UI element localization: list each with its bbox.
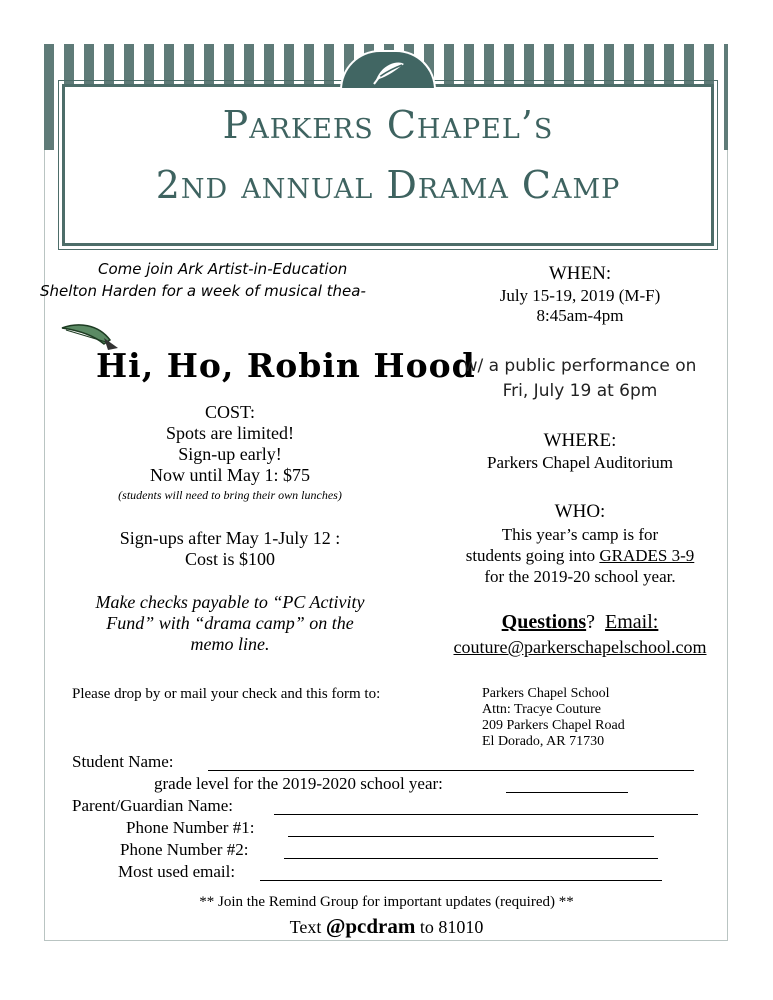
title-banner — [62, 84, 714, 246]
parent-name-label: Parent/Guardian Name: — [72, 796, 233, 815]
grade-level-field[interactable] — [506, 792, 628, 793]
address-street: 209 Parkers Chapel Road — [482, 718, 625, 733]
phone-2-label: Phone Number #2: — [120, 840, 249, 859]
who-line-2 — [412, 545, 748, 566]
checks-line-1: Make checks payable to “PC Activity — [95, 592, 365, 612]
email-field[interactable] — [260, 880, 662, 881]
cost-note: (students will need to bring their own lunches) — [118, 488, 342, 502]
student-name-field[interactable] — [208, 770, 694, 771]
questions-heading — [410, 610, 750, 635]
student-name-label: Student Name: — [72, 752, 174, 771]
show-title: Hi, Ho, Robin Hood — [96, 346, 476, 385]
questions-section — [410, 610, 750, 660]
title-line-1: Parkers Chapel’s — [222, 103, 554, 147]
cost-line-2: Sign-up early! — [178, 444, 282, 464]
email-label-form: Most used email: — [118, 862, 236, 881]
performance-line-1: w/ a public performance on — [463, 356, 697, 376]
questions-label: Questions — [501, 611, 587, 633]
cost-section — [60, 402, 400, 504]
cost-heading: COST: — [204, 402, 256, 422]
address-city: El Dorado, AR 71730 — [482, 734, 605, 749]
cost-line-3: Now until May 1: $75 — [150, 465, 310, 485]
questions-mark: ? — [586, 611, 596, 633]
intro-line-2: Shelton Harden for a week of musical thea- — [40, 282, 366, 300]
intro-text — [40, 258, 420, 302]
remind-text-prefix: Text — [289, 917, 326, 937]
address-name: Parkers Chapel School — [482, 686, 610, 701]
remind-text-suffix: to 81010 — [415, 917, 484, 937]
when-section — [430, 262, 730, 326]
remind-code: @pcdram — [325, 914, 416, 938]
grades-range: GRADES 3-9 — [599, 546, 695, 565]
mail-instruction: Please drop by or mail your check and this form to: — [72, 686, 381, 702]
late-signups — [60, 528, 400, 570]
who-line-2-prefix: students going into — [465, 546, 600, 565]
signups-line-1: Sign-ups after May 1-July 12 : — [119, 528, 341, 548]
title-line-2: 2nd annual Drama Camp — [155, 163, 621, 207]
checks-line-3: memo line. — [190, 634, 270, 654]
who-section — [412, 500, 748, 587]
remind-note: ** Join the Remind Group for important updates (required) ** — [199, 894, 574, 910]
grade-level-label: grade level for the 2019-2020 school year: — [154, 774, 443, 793]
who-line-1: This year’s camp is for — [501, 525, 659, 544]
when-time: 8:45am-4pm — [536, 306, 624, 325]
phone-1-label: Phone Number #1: — [126, 818, 255, 837]
email-label: Email: — [605, 611, 659, 633]
check-instructions — [58, 592, 402, 655]
where-place: Parkers Chapel Auditorium — [486, 453, 674, 472]
mailing-address — [482, 686, 625, 750]
parent-name-field[interactable] — [274, 814, 698, 815]
who-line-3: for the 2019-20 school year. — [484, 567, 676, 586]
signups-line-2: Cost is $100 — [184, 549, 276, 569]
address-attn: Attn: Tracye Couture — [482, 702, 601, 717]
where-heading: WHERE: — [543, 430, 617, 451]
performance-line-2: Fri, July 19 at 6pm — [502, 381, 658, 401]
show-logo — [58, 322, 476, 385]
checks-line-2: Fund” with “drama camp” on the — [106, 613, 354, 633]
intro-line-1: Come join Ark Artist-in-Education — [98, 260, 348, 278]
feather-icon — [372, 58, 408, 86]
where-section — [430, 430, 730, 474]
performance-note — [430, 354, 730, 404]
who-heading: WHO: — [554, 501, 606, 522]
when-dates: July 15-19, 2019 (M-F) — [499, 286, 661, 305]
phone-1-field[interactable] — [288, 836, 654, 837]
contact-email-link[interactable]: couture@parkerschapelschool.com — [453, 637, 707, 657]
remind-code-line — [0, 914, 773, 939]
cost-line-1: Spots are limited! — [166, 423, 294, 443]
phone-2-field[interactable] — [284, 858, 658, 859]
when-heading: WHEN: — [548, 263, 612, 284]
